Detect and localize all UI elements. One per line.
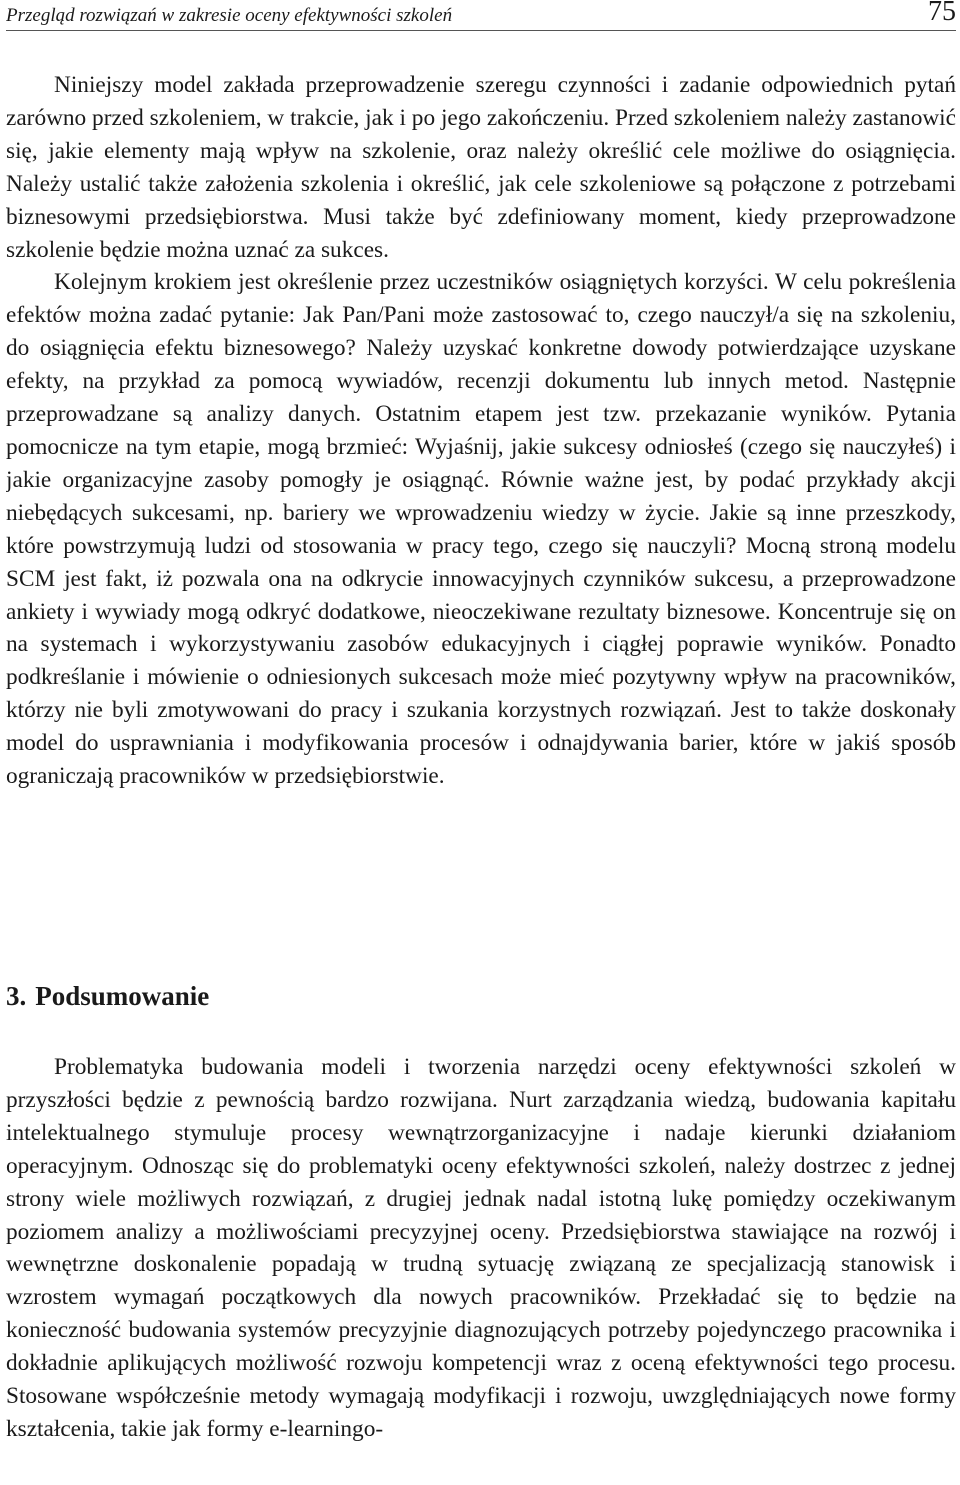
- paragraph: Kolejnym krokiem jest określenie przez uczestników osiągniętych korzyści. W celu pokreślenia efektów można zadać pytanie: Jak Pan/Pani może zastosować to, czego nauczył/a się na szkoleniu, do osiągnięcia efektu biznesowego? Należy uzyskać konkretne dowody potwierdzające uzyskane efekty, na przykład za pomocą wywiadów, recenzji dokumentu lub innych metod. Następnie przeprowadzane są analizy danych. Ostatnim etapem jest tzw. przekazanie wyników. Pytania pomocnicze na tym etapie, mogą brzmieć: Wyjaśnij, jakie sukcesy odniosłeś (czego się nauczyłeś) i jakie organizacyjne zasoby pomogły je osiągnąć. Równie ważne jest, by podać przykłady akcji niebędących sukcesami, np. bariery we wprowadzeniu wiedzy w życie. Jakie są inne przeszkody, które powstrzymują ludzi od stosowania w pracy tego, czego się nauczyli? Mocną stroną modelu SCM jest fakt, iż pozwala ona na odkrycie innowacyjnych czynników sukcesu, a przeprowadzone ankiety i wywiady mogą odkryć dodatkowe, nieoczekiwane rezultaty biznesowe. Koncentruje się on na systemach i wykorzystywaniu zasobów edukacyjnych i ciągłej poprawie wyników. Ponadto podkreślanie i mówienie o odniesionych sukcesach może mieć pozytywny wpływ na pracowników, którzy nie byli zmotywowani do pracy i szukania korzystnych rozwiązań. Jest to także doskonały model do usprawniania i modyfikowania procesów i odnajdywania barier, które w jakiś sposób ograniczają pracowników w przedsiębiorstwie.: [6, 269, 956, 790]
- paragraph: Problematyka budowania modeli i tworzenia narzędzi oceny efektywności szkoleń w przyszłości będzie z pewnością bardzo rozwijana. Nurt zarządzania wiedzą, budowania kapitału intelektualnego stymuluje procesy wewnątrzorganizacyjne i nadaje kierunki działaniom operacyjnym. Odnosząc się do problematyki oceny efektywności szkoleń, należy dostrzec z jednej strony wiele możliwych rozwiązań, z drugiej jednak nadal istotną lukę pomiędzy oczekiwanym poziomem analizy a możliwościami precyzyjnej oceny. Przedsiębiorstwa stawiające na rozwój i wewnętrzne doskonalenie popadają w trudną sytuację związaną ze specjalizacją stanowisk i wzrostem wymagań początkowych dla nowych pracowników. Przekładać się to będzie na konieczność budowania systemów precyzyjnie diagnozujących potrzeby pojedynczego pracownika i dokładnie aplikujących możliwość rozwoju kompetencji wraz z oceną efektywności tego procesu. Stosowane współcześnie metody wymagają modyfikacji i rozwoju, uwzględniających nowe formy kształcenia, takie jak formy e-learningo-: [6, 1054, 956, 1442]
- section-title: Podsumowanie: [35, 981, 210, 1011]
- document-page: [6, 0, 956, 1485]
- running-header-title: Przegląd rozwiązań w zakresie oceny efektywności szkoleń: [6, 5, 453, 26]
- section-heading: [6, 978, 209, 1014]
- running-header: [6, 2, 956, 31]
- paragraph: Niniejszy model zakłada przeprowadzenie szeregu czynności i zadanie odpowiednich pytań zarówno przed szkoleniem, w trakcie, jak i po jego zakończeniu. Przed szkoleniem należy zastanowić się, jakie elementy mają wpływ na szkolenie, oraz należy określić cele możliwe do osiągnięcia. Należy ustalić także założenia szkolenia i określić, jak cele szkoleniowe są połączone z potrzebami biznesowymi przedsiębiorstwa. Musi także być zdefiniowany moment, kiedy przeprowadzone szkolenie będzie można uznać za sukces.: [6, 72, 956, 263]
- section-number: 3.: [6, 981, 27, 1011]
- page-number: 75: [928, 0, 956, 27]
- body-text-before-heading: [6, 69, 956, 793]
- body-text-after-heading: [6, 1051, 956, 1446]
